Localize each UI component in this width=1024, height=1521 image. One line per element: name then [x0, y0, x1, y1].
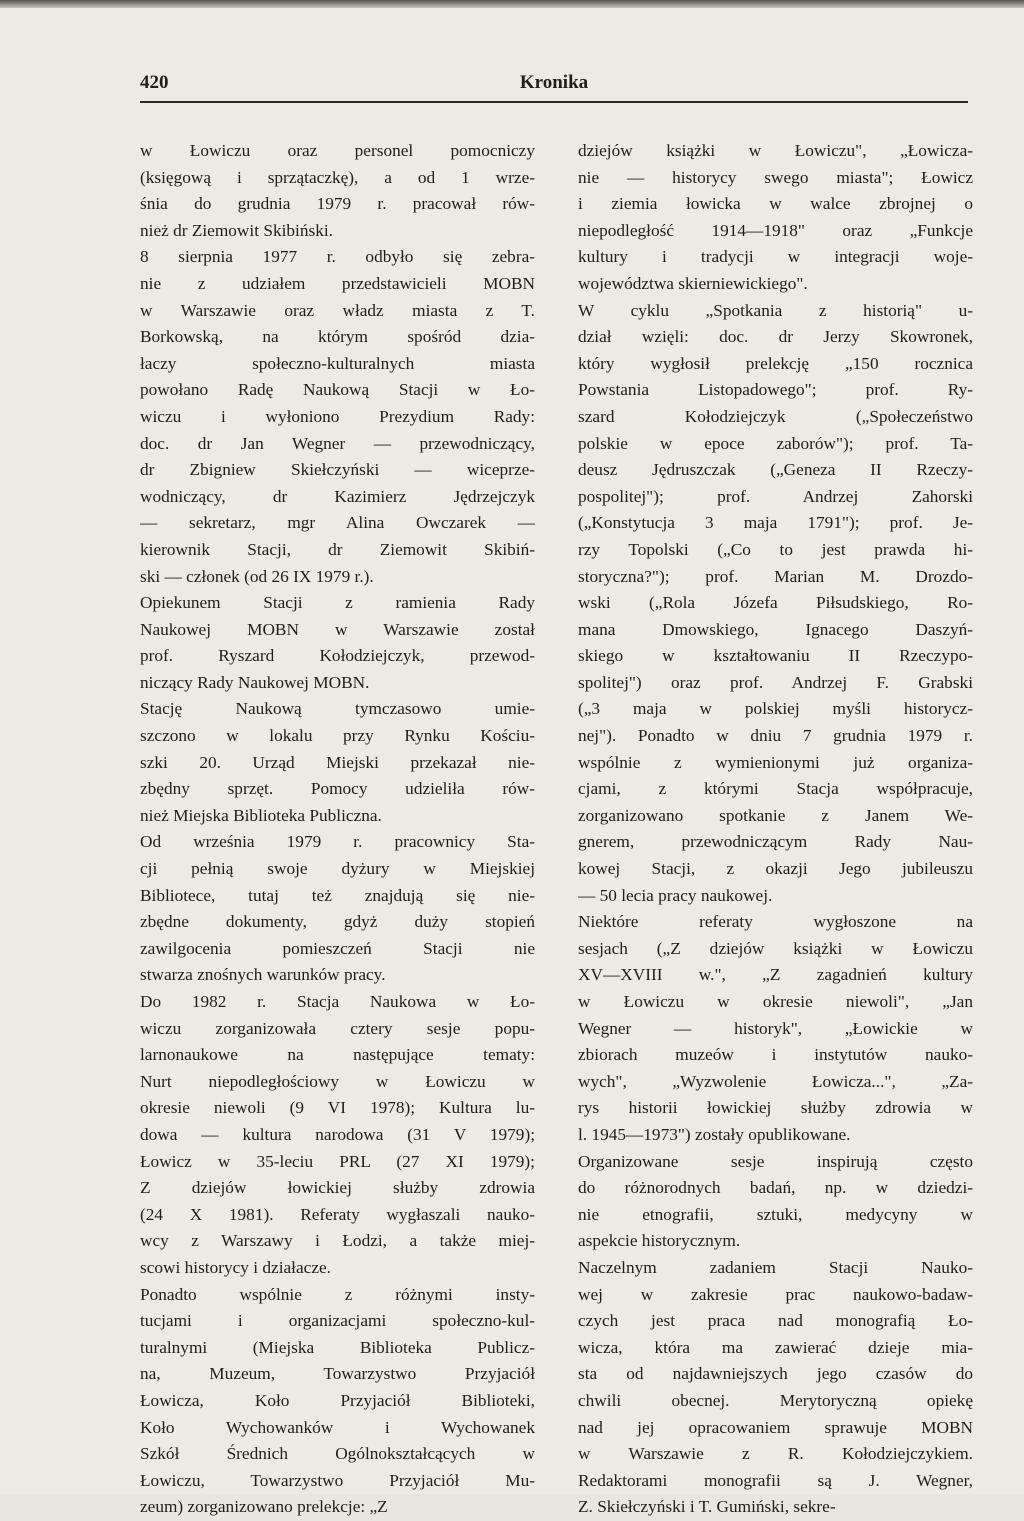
text-line: wspólnie z wymienionymi już organiza-	[578, 752, 973, 772]
text-line: czych jest praca nad monografią Ło-	[578, 1311, 973, 1331]
text-line: dziejów książki w Łowiczu", „Łowicza-	[578, 141, 973, 160]
text-line: zorganizowano spotkanie z Janem We-	[578, 805, 973, 825]
scan-top-edge	[0, 0, 1024, 8]
text-line: wych", „Wyzwolenie Łowicza...", „Za-	[578, 1071, 973, 1091]
text-line: dowa — kultura narodowa (31 V 1979);	[140, 1124, 535, 1144]
text-line: Organizowane sesje inspirują często	[578, 1151, 973, 1171]
text-line: Opiekunem Stacji z ramienia Rady	[140, 593, 535, 613]
text-line: pospolitej"); prof. Andrzej Zahorski	[578, 486, 973, 506]
text-line: w Warszawie z R. Kołodziejczykiem.	[578, 1444, 973, 1464]
text-line: śnia do grudnia 1979 r. pracował rów-	[140, 194, 535, 214]
text-line: Koło Wychowanków i Wychowanek	[140, 1417, 535, 1437]
text-line: aspekcie historycznym.	[578, 1231, 741, 1251]
text-line: deusz Jędruszczak („Geneza II Rzeczy-	[578, 460, 973, 480]
text-line: nad jej opracowaniem sprawuje MOBN	[578, 1417, 973, 1437]
text-line: dr Zbigniew Skiełczyński — wiceprze-	[140, 460, 535, 480]
text-line: na, Muzeum, Towarzystwo Przyjaciół	[140, 1364, 535, 1384]
text-line: wiczu zorganizowała cztery sesje popu-	[140, 1018, 535, 1038]
text-line: nie z udziałem przedstawicieli MOBN	[140, 273, 535, 293]
text-line: Nurt niepodległościowy w Łowiczu w	[140, 1071, 535, 1091]
text-line: Ponadto wspólnie z różnymi insty-	[140, 1284, 535, 1304]
text-line: l. 1945—1973") zostały opublikowane.	[578, 1124, 851, 1144]
text-line: polskie w epoce zaborów"); prof. Ta-	[578, 433, 973, 453]
text-line: i ziemia łowicka w walce zbrojnej o	[578, 194, 973, 214]
text-line: do różnorodnych badań, np. w dziedzi-	[578, 1178, 973, 1198]
text-line: szczono w lokalu przy Rynku Kościu-	[140, 726, 535, 746]
text-line: W cyklu „Spotkania z historią" u-	[578, 300, 973, 320]
text-line: wej w zakresie prac naukowo-badaw-	[578, 1284, 973, 1304]
text-line: („3 maja w polskiej myśli historycz-	[578, 699, 973, 719]
text-line: okresie niewoli (9 VI 1978); Kultura lu-	[140, 1098, 535, 1118]
text-line: szard Kołodziejczyk („Społeczeństwo	[578, 406, 973, 426]
text-line: cjami, z którymi Stacja współpracuje,	[578, 779, 973, 799]
page-number: 420	[140, 72, 169, 93]
text-line: nież dr Ziemowit Skibiński.	[140, 220, 333, 240]
text-line: Naukowej MOBN w Warszawie został	[140, 619, 535, 639]
text-line: Łowiczu, Towarzystwo Przyjaciół Mu-	[140, 1470, 535, 1490]
text-line: kultury i tradycji w integracji woje-	[578, 247, 973, 267]
text-line: Stację Naukową tymczasowo umie-	[140, 699, 535, 719]
text-line: niczący Rady Naukowej MOBN.	[140, 672, 370, 692]
text-line: zbędny sprzęt. Pomocy udzieliła rów-	[140, 779, 535, 799]
text-line: nież Miejska Biblioteka Publiczna.	[140, 805, 382, 825]
text-line: Łowicz w 35-leciu PRL (27 XI 1979);	[140, 1151, 535, 1171]
text-line: w Łowiczu w okresie niewoli", „Jan	[578, 992, 973, 1011]
text-line: kowej Stacji, z okazji Jego jubileuszu	[578, 859, 973, 879]
text-line: Powstania Listopadowego"; prof. Ry-	[578, 380, 973, 400]
text-line: wicza, która ma zawierać dzieje mia-	[578, 1337, 973, 1357]
text-line: Borkowską, na którym spośród dzia-	[140, 327, 535, 347]
text-line: 8 sierpnia 1977 r. odbyło się zebra-	[140, 247, 535, 267]
text-line: („Konstytucja 3 maja 1791"); prof. Je-	[578, 513, 973, 533]
text-line: zawilgocenia pomieszczeń Stacji nie	[140, 938, 535, 958]
text-line: (24 X 1981). Referaty wygłaszali nauko-	[140, 1204, 535, 1224]
text-line: Z dziejów łowickiej służby zdrowia	[140, 1178, 535, 1198]
text-line: sta od najdawniejszych jego czasów do	[578, 1364, 973, 1384]
text-line: powołano Radę Naukową Stacji w Ło-	[140, 380, 535, 400]
text-line: rys historii łowickiej służby zdrowia w	[578, 1098, 973, 1118]
text-line: Szkół Średnich Ogólnokształcących w	[140, 1444, 535, 1464]
text-line: zbiorach muzeów i instytutów nauko-	[578, 1045, 973, 1065]
text-line: Redaktorami monografii są J. Wegner,	[578, 1470, 973, 1490]
text-line: ski — członek (od 26 IX 1979 r.).	[140, 566, 374, 586]
text-line: Naczelnym zadaniem Stacji Nauko-	[578, 1257, 973, 1277]
header-rule	[140, 101, 968, 103]
text-line: wodniczący, dr Kazimierz Jędrzejczyk	[140, 486, 535, 506]
text-line: w Łowiczu oraz personel pomocniczy	[140, 141, 535, 160]
text-line: doc. dr Jan Wegner — przewodniczący,	[140, 433, 535, 453]
text-line: — sekretarz, mgr Alina Owczarek —	[140, 513, 535, 533]
text-line: kierownik Stacji, dr Ziemowit Skibiń-	[140, 539, 535, 559]
text-line: (księgową i sprzątaczkę), a od 1 wrze-	[140, 167, 535, 187]
text-line: gnerem, przewodniczącym Rady Nau-	[578, 832, 973, 852]
text-line: cji pełnią swoje dyżury w Miejskiej	[140, 859, 535, 879]
text-line: Bibliotece, tutaj też znajdują się nie-	[140, 885, 535, 905]
text-line: prof. Ryszard Kołodziejczyk, przewod-	[140, 646, 535, 666]
text-line: Od września 1979 r. pracownicy Sta-	[140, 832, 535, 852]
text-line: który wygłosił prelekcję „150 rocznica	[578, 353, 973, 373]
right-text-column	[578, 138, 973, 1521]
text-line: XV—XVIII w.", „Z zagadnień kultury	[578, 965, 973, 985]
text-line: spolitej") oraz prof. Andrzej F. Grabski	[578, 672, 973, 692]
text-line: szki 20. Urząd Miejski przekazał nie-	[140, 752, 535, 772]
text-line: tucjami i organizacjami społeczno-kul-	[140, 1311, 535, 1331]
text-line: turalnymi (Miejska Biblioteka Publicz-	[140, 1337, 535, 1357]
text-line: stwarza znośnych warunków pracy.	[140, 965, 386, 985]
text-line: w Warszawie oraz władz miasta z T.	[140, 300, 535, 320]
text-line: mana Dmowskiego, Ignacego Daszyń-	[578, 619, 973, 639]
text-line: skiego w kształtowaniu II Rzeczypo-	[578, 646, 973, 666]
text-line: nie etnografii, sztuki, medycyny w	[578, 1204, 973, 1224]
text-line: nej"). Ponadto w dniu 7 grudnia 1979 r.	[578, 726, 973, 746]
text-line: chwili obecnej. Merytoryczną opiekę	[578, 1390, 973, 1410]
text-line: Do 1982 r. Stacja Naukowa w Ło-	[140, 992, 535, 1011]
text-line: Niektóre referaty wygłoszone na	[578, 912, 973, 932]
text-line: rzy Topolski („Co to jest prawda hi-	[578, 539, 973, 559]
text-line: Z. Skiełczyński i T. Gumiński, sekre-	[578, 1497, 836, 1517]
text-line: — 50 lecia pracy naukowej.	[578, 885, 773, 905]
text-line: wiczu i wyłoniono Prezydium Rady:	[140, 406, 535, 426]
text-line: województwa skierniewickiego".	[578, 273, 808, 293]
text-line: Wegner — historyk", „Łowickie w	[578, 1018, 973, 1038]
text-line: niepodległość 1914—1918" oraz „Funkcje	[578, 220, 973, 240]
text-line: scowi historycy i działacze.	[140, 1257, 331, 1277]
text-line: Łowicza, Koło Przyjaciół Biblioteki,	[140, 1390, 535, 1410]
text-line: łaczy społeczno-kulturalnych miasta	[140, 353, 535, 373]
text-line: larnonaukowe na następujące tematy:	[140, 1045, 535, 1065]
text-line: dział wzięli: doc. dr Jerzy Skowronek,	[578, 327, 973, 347]
section-title: Kronika	[519, 72, 589, 93]
text-line: storyczna?"); prof. Marian M. Drozdo-	[578, 566, 973, 586]
text-line: nie — historycy swego miasta"; Łowicz	[578, 167, 973, 187]
left-text-column	[140, 138, 535, 1521]
text-line: zeum) zorganizowano prelekcje: „Z	[140, 1497, 388, 1517]
text-line: wcy z Warszawy i Łodzi, a także miej-	[140, 1231, 535, 1251]
text-line: wski („Rola Józefa Piłsudskiego, Ro-	[578, 593, 973, 613]
text-line: zbędne dokumenty, gdyż duży stopień	[140, 912, 535, 932]
running-head	[140, 72, 968, 98]
text-line: sesjach („Z dziejów książki w Łowiczu	[578, 938, 973, 958]
